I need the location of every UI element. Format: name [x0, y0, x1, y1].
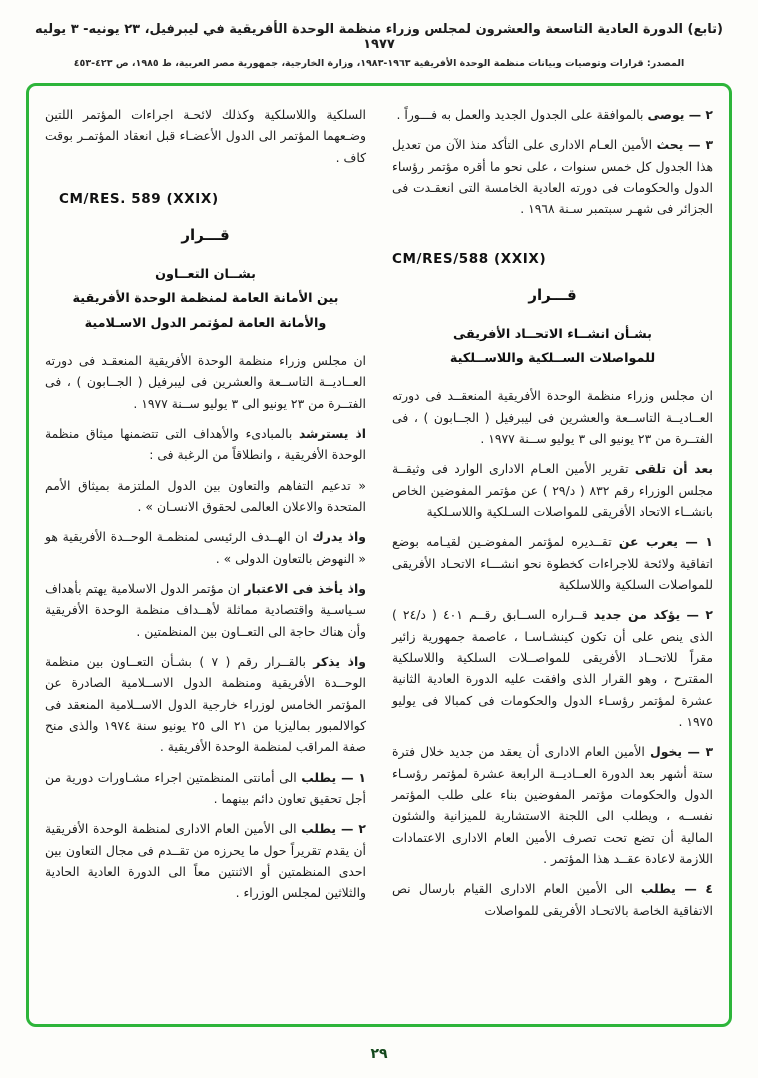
- paragraph-lead: واذ يذكر: [313, 653, 366, 669]
- paragraph-lead: اذ يسترشد: [298, 425, 366, 441]
- resolution-subject: [392, 323, 713, 372]
- paragraph-text: الى الأمين العام الادارى لمنظمة الوحدة الأفريقية أن يقدم تقريراً حول ما يحرزه من تقــدم فى مجال التعاون بين احدى المنظمتين أو الاثنتين معاً الى الدورة العادية الحادية والثلاثين لمجلس الوزراء .: [45, 821, 366, 901]
- resolution-id-588: CM/RES/588 (XXIX): [392, 250, 547, 267]
- paragraph-lead: ١ — يعرب عن: [618, 534, 713, 550]
- paragraph: [45, 423, 366, 466]
- paragraph-text: قــراره الســابق رقــم ٤٠١ ( د/٢٤ ) الذى ينص على أن تكون كينشـاسـا ، عاصمة جمهورية زائير مقراً للاتحــاد الأفريقى للمواصــلات السلكية واللاسلكية المقترح ، وهو القرار الذى وافقت عليه الدورة العادية الثانية عشرة لمؤتمر رؤسـاء الدول والحكومات فى كمبالا فى يوليو ١٩٧٥ .: [392, 607, 713, 729]
- paragraph: [45, 578, 366, 642]
- paragraph: [45, 767, 366, 810]
- paragraph: [392, 458, 713, 522]
- paragraph: [392, 104, 713, 125]
- paragraph-lead: ٣ — يحث: [656, 137, 714, 153]
- paragraph-text: ان الهــدف الرئيسى لمنظمـة الوحــدة الأفريقية هو « النهوض بالتعاون الدولى » .: [45, 529, 366, 566]
- paragraph-lead: ٤ — يطلب: [640, 881, 713, 897]
- quotation: « تدعيم التفاهم والتعاون بين الدول الملتزمة بميثاق الأمم المتحدة والاعلان العالمى لحقوق الانسـان » .: [45, 477, 366, 514]
- paragraph: [392, 878, 713, 921]
- paragraph-text: بالمبادىء والأهداف التى تتضمنها ميثاق منظمة الوحدة الأفريقية ، وانطلاقاً من الرغبة فى :: [45, 425, 366, 463]
- paragraph: [392, 134, 713, 219]
- resolution-subject-line: والأمانة العامة لمؤتمر الدول الاسـلامية: [84, 315, 327, 331]
- resolution-subject-line: بين الأمانة العامة لمنظمة الوحدة الأفريقية: [72, 291, 339, 307]
- paragraph-lead: ٢ — يؤكد من جديد: [593, 607, 713, 623]
- page-header: [0, 0, 758, 77]
- column-left: [45, 104, 366, 1010]
- session-title: (تابع) الدورة العادية التاسعة والعشرون لمجلس وزراء منظمة الوحدة الأفريقية في ليبرفيل، ٢٣ يونيه- ٣ يوليه ١٩٧٧: [35, 22, 723, 52]
- paragraph: ان مجلس وزراء منظمة الوحدة الأفريقية المنعقـد فى دورته العــاديــة التاســعة والعشرين فى ليبرفيل ( الجــابون ) ، فى الفتــرة من ٢٣ يونيو الى ٣ يوليو ســنة ١٩٧٧ .: [45, 352, 366, 411]
- paragraph: [45, 818, 366, 903]
- paragraph-lead: بعد أن تلقى: [634, 461, 713, 477]
- paragraph-text: بالموافقة على الجدول الجديد والعمل به فـــوراً .: [396, 107, 644, 122]
- resolution-subject-line: بشــان التعــاون: [155, 267, 256, 282]
- paragraph-text: ان مؤتمر الدول الاسلامية يهتم بأهداف سـياسـية واقتصادية مماثلة لأهــداف منظمة الوحدة الأفريقية وأن هناك حاجة الى التعــاون بين المنظمتين .: [45, 580, 366, 639]
- paragraph-text: الى الأمين العام الادارى القيام بارسال نص الاتفاقية الخاصة بالاتحـاد الأفريقى للمواصلات: [392, 881, 713, 918]
- paragraph-text: تقرير الأمين العـام الادارى الوارد فى وثيقــة مجلس الوزراء رقم ٨٣٢ ( د/٢٩ ) عن مؤتمر المفوضين الخاص بانشــاء الاتحاد الأفريقى للمواصلات السـلكية واللاسـلكية: [392, 461, 713, 519]
- paragraph-text: بالقــرار رقم ( ٧ ) بشـأن التعــاون بين منظمة الوحــدة الأفريقية ومنظمة الدول الاســلامية الصادرة عن المؤتمر الخامس لوزراء خارجية الدول الاســلامية المنعقد فى كوالالمبور بماليزيا من ٢١ الى ٢٥ يونيو سنة ١٩٧٤ والذى منح صفة المراقب لمنظمة الوحدة الأفريقية .: [45, 653, 366, 755]
- page-number: ٢٩: [370, 1046, 388, 1062]
- resolution-subject-line: للمواصلات الســلكية واللاســلكية: [449, 350, 656, 366]
- source-citation: المصدر: قرارات وتوصيات وبيانات منظمة الوحدة الأفريقية ١٩٦٣-١٩٨٣، وزارة الخارجية، جمهورية مصر العربية، ط ١٩٨٥، ص ٤٢٣-٤٥٣: [73, 58, 685, 69]
- resolution-id-589: CM/RES. 589 (XXIX): [59, 190, 219, 207]
- resolution-subject: [45, 263, 366, 336]
- paragraph: [45, 651, 366, 758]
- paragraph-lead: ٢ — يوصى: [647, 107, 713, 122]
- paragraph: [392, 604, 713, 732]
- paragraph-lead: واذ يدرك: [312, 529, 366, 545]
- resolution-title: قـــرار: [528, 285, 577, 304]
- paragraph: [392, 741, 713, 869]
- paragraph-text: الى أمانتى المنظمتين اجراء مشـاورات دورية من أجل تحقيق تعاون دائم بينهما .: [45, 769, 366, 806]
- paragraph-lead: ١ — يطلب: [301, 769, 366, 785]
- paragraph-lead: واذ يأخذ فى الاعتبار: [244, 580, 366, 596]
- paragraph: [45, 526, 366, 569]
- resolution-title: قـــرار: [181, 226, 230, 245]
- paragraph: السلكية واللاسلكية وكذلك لائحـة اجراءات المؤتمر اللتين وضـعهما المؤتمر الى الدول الأعضـاء قبل انعقاد المؤتمـر بوقت كاف .: [45, 107, 366, 165]
- paragraph-text: الأمين العـام الادارى على التأكد منذ الآن من تعديل هذا الجدول كل خمس سنوات ، على نحو ما أقره مؤتمر رؤساء الدول والحكومات فى دورته العادية الخامسة التى انعقـدت فى الجزائر فى شهـر سبتمبر سـنة ١٩٦٨ .: [392, 137, 713, 217]
- paragraph-text: الأمين العام الادارى أن يعقد من جديد خلال فترة ستة أشهر بعد الدورة العــاديــة الرابعة عشرة لمؤتمر رؤسـاء الدول والحكومات مؤتمر المفوضين بناء على طلب المؤتمر نفســه ، ويطلب الى اللجنة الاستشارية للميزانية والشئون المالية أن تضع تحت تصرف الأمين العام الادارى الاعتمادات اللازمة لاعادة عقــد هذا المؤتمر .: [392, 744, 713, 866]
- paragraph-lead: ٢ — يطلب: [301, 821, 366, 837]
- content-frame: [26, 83, 732, 1027]
- paragraph-text: تقــديره لمؤتمر المفوضـين لقيـامه بوضع اتفاقية ولائحة للاجراءات كخطوة نحو انشـــاء الاتحـاد الأفريقى للمواصلات السلكية واللاسلكية: [392, 534, 713, 592]
- page-footer: [0, 1037, 758, 1078]
- resolution-subject-line: بشـأن انشــاء الاتحــاد الأفريقى: [453, 326, 652, 342]
- paragraph-lead: ٣ — يخول: [649, 744, 714, 760]
- paragraph: ان مجلس وزراء منظمة الوحدة الأفريقية المنعقــد فى دورته العــاديــة التاســعة والعشرين فى ليبرفيل ( الجــابون ) ، فى الفتــرة من ٢٣ يونيو الى ٣ يوليو ســنة ١٩٧٧ .: [392, 388, 713, 446]
- column-right: [392, 104, 713, 1010]
- paragraph: [392, 531, 713, 595]
